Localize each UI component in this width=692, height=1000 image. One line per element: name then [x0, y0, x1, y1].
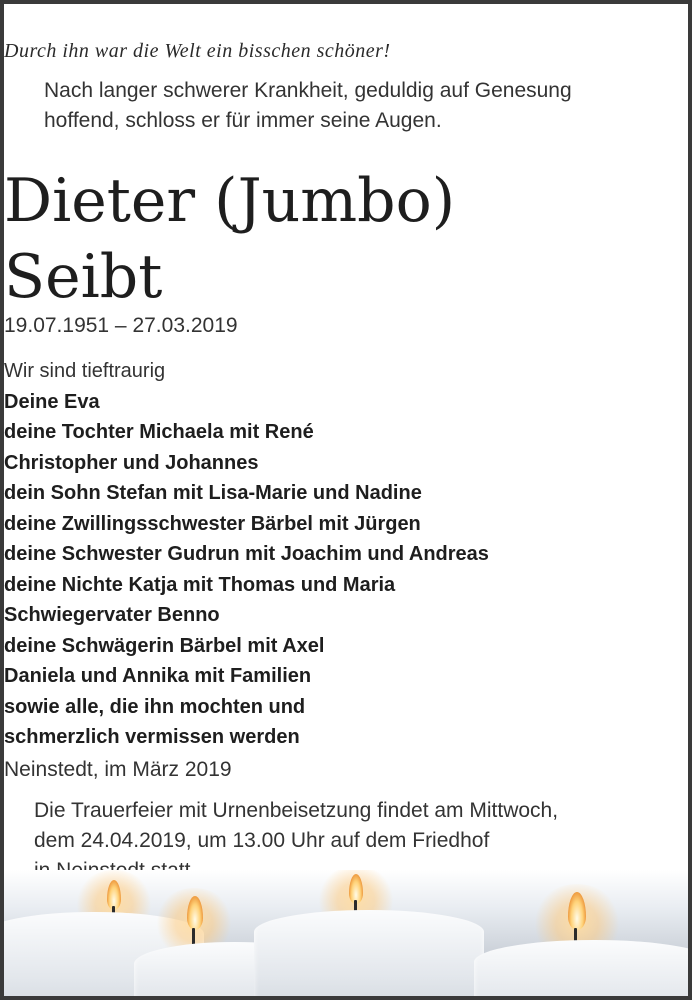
mourner-line: Christopher und Johannes — [4, 451, 259, 474]
mourner-line: dein Sohn Stefan mit Lisa-Marie und Nadine — [4, 482, 422, 504]
motto: Durch ihn war die Welt ein bisschen schöner! — [4, 40, 391, 62]
mourner-line: deine Tochter Michaela mit René — [4, 421, 314, 443]
service-line: dem 24.04.2019, um 13.00 Uhr auf dem Friedhof — [34, 829, 490, 852]
candle-icon — [474, 940, 688, 996]
mourner-line: deine Schwägerin Bärbel mit Axel — [4, 634, 325, 657]
mourner-line: Schwiegervater Benno — [4, 604, 220, 626]
life-dates: 19.07.1951 – 27.03.2019 — [4, 314, 238, 337]
mourner-line: Deine Eva — [4, 390, 100, 413]
intro-text — [44, 76, 648, 136]
mourners-lead: Wir sind tieftraurig — [4, 360, 166, 382]
place-date: Neinstedt, im März 2019 — [4, 758, 232, 781]
mourner-line: Daniela und Annika mit Familien — [4, 665, 312, 687]
mourner-line: deine Zwillingsschwester Bärbel mit Jürgen — [4, 512, 421, 535]
service-line: Die Trauerfeier mit Urnenbeisetzung findet am Mittwoch, — [34, 799, 559, 822]
intro-line: hoffend, schloss er für immer seine Augen. — [44, 109, 442, 132]
intro-line: Nach langer schwerer Krankheit, geduldig auf Genesung — [44, 79, 572, 102]
mourner-line: deine Schwester Gudrun mit Joachim und Andreas — [4, 543, 489, 565]
mourner-line: schmerzlich vermissen werden — [4, 726, 300, 748]
mourner-line: sowie alle, die ihn mochten und — [4, 695, 306, 718]
mourner-line: deine Nichte Katja mit Thomas und Maria — [4, 573, 396, 596]
candle-icon — [254, 910, 484, 996]
deceased-name: Dieter (Jumbo) — [4, 166, 456, 236]
mourners-list — [4, 356, 688, 753]
deceased-surname: Seibt — [4, 242, 163, 312]
candles-image — [4, 870, 688, 996]
